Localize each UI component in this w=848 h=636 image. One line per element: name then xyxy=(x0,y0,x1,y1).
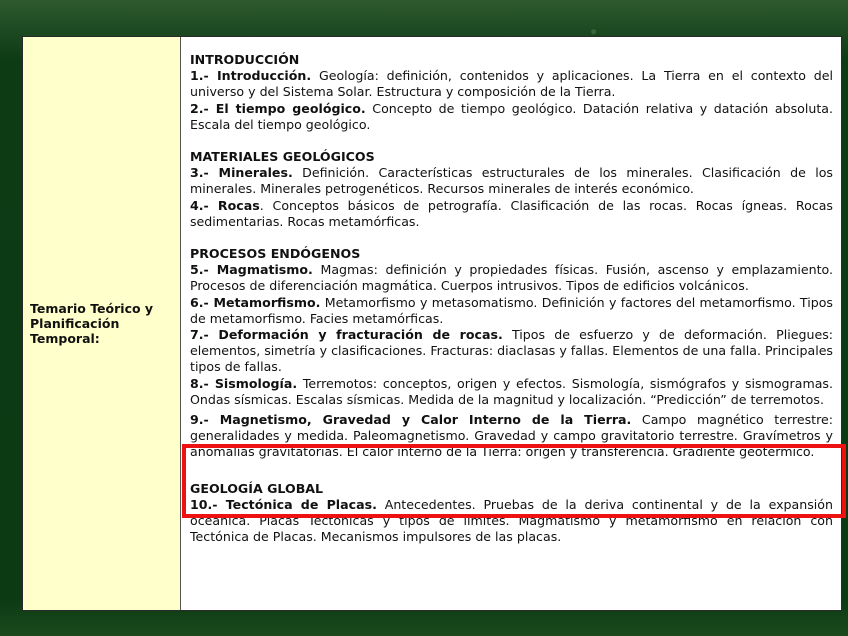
topic-text: Geología: definición, contenidos y aplicaciones. La Tierra en el contexto del universo y del Sistema Solar. Estructura y composición de la Tierra. xyxy=(190,68,833,100)
topic-heading: 1.- Introducción. xyxy=(190,68,312,84)
topic-item xyxy=(190,101,833,133)
topic-heading: 9.- Magnetismo, Gravedad y Calor Interno de la Tierra. xyxy=(190,412,632,428)
topic-text: Definición. Características estructurales de los minerales. Clasificación de los minerales. Minerales petrogenéticos. Recursos minerales de interés económico. xyxy=(190,165,833,197)
topic-text: Magmas: definición y propiedades físicas. Fusión, ascenso y emplazamiento. Procesos de diferenciación magmática. Cuerpos intrusivos. Tipos de edificios volcánicos. xyxy=(190,262,833,294)
row-label-line: Planificación xyxy=(30,316,120,331)
topic-heading: 2.- El tiempo geológico. xyxy=(190,100,366,116)
syllabus-table xyxy=(22,36,842,611)
topic-text: Concepto de tiempo geológico. Datación relativa y datación absoluta. Escala del tiempo geológico. xyxy=(190,100,833,132)
section-title: GEOLOGÍA GLOBAL xyxy=(190,480,324,496)
topic-heading: 6.- Metamorfismo. xyxy=(190,294,321,310)
topic-item xyxy=(190,376,833,408)
topic-heading: 4.- Rocas xyxy=(190,197,260,213)
row-label-line: Temario Teórico y xyxy=(30,301,154,316)
topic-heading: 10.- Tectónica de Placas. xyxy=(190,496,377,512)
topic-text: Metamorfismo y metasomatismo. Definición y factores del metamorfismo. Tipos de metamorfismo. Facies metamórficas. xyxy=(190,294,833,326)
topic-item-highlighted xyxy=(190,412,833,461)
topic-item xyxy=(190,295,833,327)
syllabus-content-cell xyxy=(181,37,841,610)
section-title: MATERIALES GEOLÓGICOS xyxy=(190,149,375,165)
topic-item xyxy=(190,198,833,230)
row-label-line: Temporal: xyxy=(30,331,100,346)
topic-heading: 8.- Sismología. xyxy=(190,375,298,391)
topic-item xyxy=(190,497,833,546)
topic-item xyxy=(190,165,833,197)
topic-text: Terremotos: conceptos, origen y efectos. Sismología, sismógrafos y sismogramas. Ondas sísmicas. Escalas sísmicas. Medida de la magnitud y localización. “Predicción” de terremotos. xyxy=(190,375,833,407)
topic-item xyxy=(190,262,833,294)
topic-text: Antecedentes. Pruebas de la deriva continental y de la expansión oceánica. Placas Tectónicas y tipos de límites. Magmatismo y metamorfismo en relación con Tectónica de Placas. Mecanismos impulsores de las placas. xyxy=(190,496,833,545)
topic-text: Campo magnético terrestre: generalidades y medida. Paleomagnetismo. Gravedad y campo gravitatorio terrestre. Gravímetros y anomalías gravitatorias. El calor interno de la Tierra: origen y transferencia. Gradiente geotérmico. xyxy=(190,412,833,460)
topic-item xyxy=(190,68,833,100)
section-title: INTRODUCCIÓN xyxy=(190,52,300,67)
topic-text: . Conceptos básicos de petrografía. Clasificación de las rocas. Rocas ígneas. Rocas sedimentarias. Rocas metamórficas. xyxy=(190,197,833,229)
topic-heading: 5.- Magmatismo. xyxy=(190,262,313,278)
topic-heading: 3.- Minerales. xyxy=(190,165,293,181)
topic-item xyxy=(190,327,833,376)
section-title: PROCESOS ENDÓGENOS xyxy=(190,246,361,262)
topic-heading: 7.- Deformación y fracturación de rocas. xyxy=(190,327,503,343)
topic-text: Tipos de esfuerzo y de deformación. Pliegues: elementos, simetría y clasificaciones. Fracturas: diaclasas y fallas. Elementos de una falla. Principales tipos de fallas. xyxy=(190,327,833,375)
row-label-cell xyxy=(23,37,181,610)
